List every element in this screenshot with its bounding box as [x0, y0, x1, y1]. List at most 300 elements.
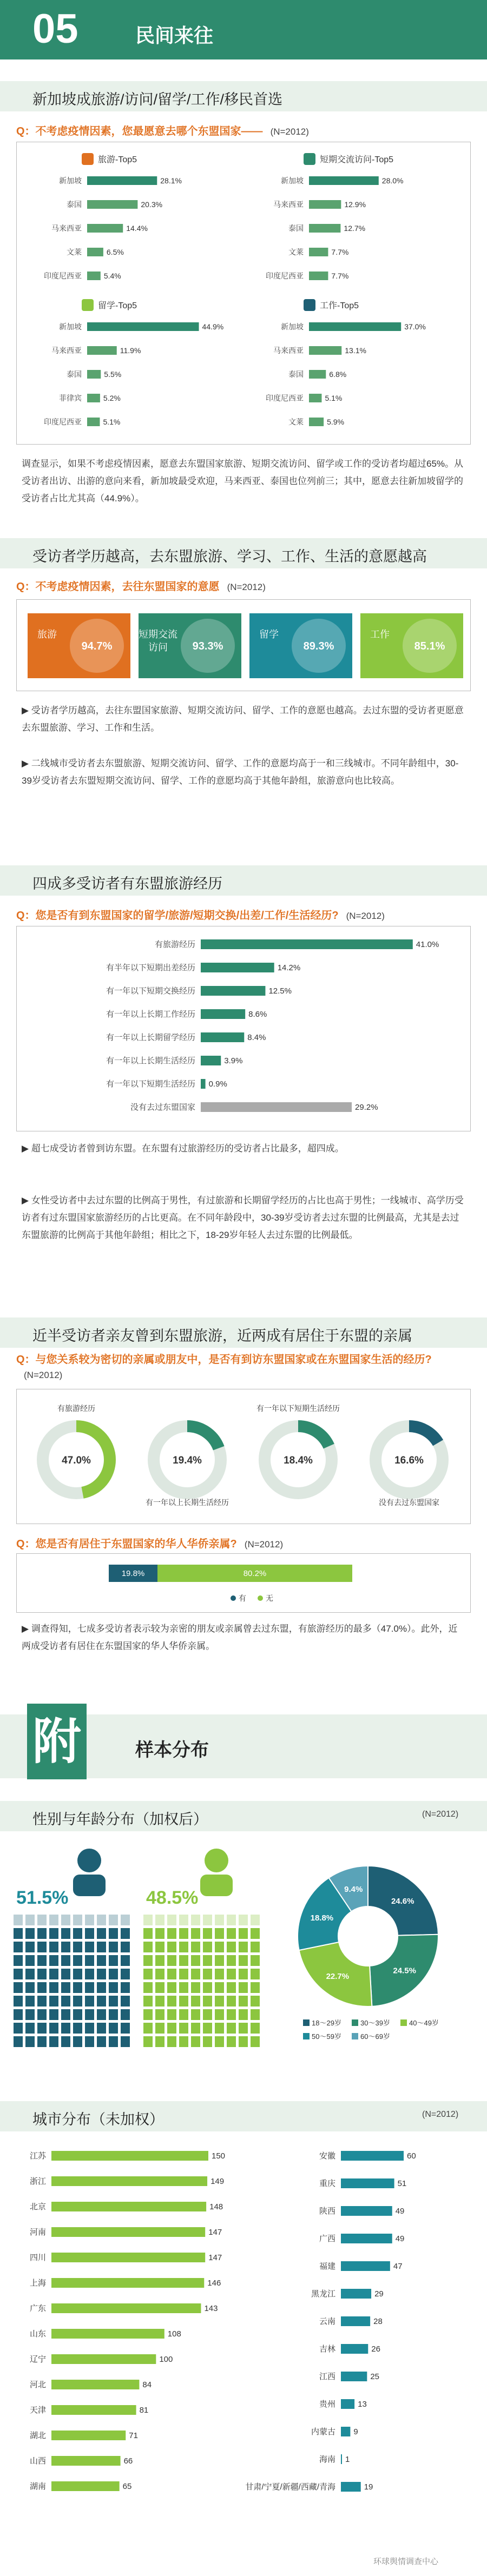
male-waffle-cell	[109, 1982, 118, 1993]
top5-value-label: 5.4%	[103, 271, 121, 280]
top5-bar	[87, 224, 123, 233]
female-waffle-cell	[203, 1955, 212, 1966]
female-waffle-cell	[155, 1955, 164, 1966]
city-bar	[341, 2206, 392, 2216]
city-label: 湖北	[29, 2431, 46, 2440]
female-waffle-cell	[239, 1942, 248, 1952]
female-waffle-cell	[239, 2036, 248, 2047]
male-waffle-cell	[14, 1996, 23, 2007]
female-waffle-cell	[215, 1982, 224, 1993]
male-waffle-cell	[109, 1942, 118, 1952]
female-waffle-cell	[179, 2036, 188, 2047]
male-waffle-cell	[37, 2009, 47, 2020]
male-waffle-cell	[85, 2036, 94, 2047]
city-value-label: 71	[129, 2431, 138, 2440]
gender-title-band	[0, 1801, 487, 1831]
donut-category-label: 有一年以上长期生活经历	[146, 1498, 229, 1507]
top5-value-label: 20.3%	[141, 200, 163, 209]
female-waffle-cell	[227, 1982, 236, 1993]
top5-value-label: 5.2%	[103, 394, 121, 402]
female-waffle-cell	[239, 1928, 248, 1939]
female-waffle-cell	[167, 2023, 176, 2034]
male-waffle-cell	[85, 1996, 94, 2007]
male-waffle-cell	[85, 2009, 94, 2020]
female-waffle-cell	[203, 1928, 212, 1939]
appendix-mark: 附	[27, 1704, 87, 1779]
male-waffle-cell	[14, 1915, 23, 1925]
experience-category-label: 有半年以下短期出差经历	[106, 963, 195, 972]
city-bar	[341, 2344, 368, 2354]
male-waffle-cell	[109, 1928, 118, 1939]
city-value-label: 26	[371, 2345, 380, 2354]
experience-value-label: 8.6%	[248, 1010, 267, 1019]
female-waffle-cell	[251, 1942, 260, 1952]
city-label: 天津	[29, 2406, 46, 2415]
top5-category-label: 文莱	[288, 418, 304, 426]
male-waffle-cell	[85, 1982, 94, 1993]
top5-value-label: 12.7%	[344, 224, 366, 233]
s3-title-band	[0, 865, 487, 896]
female-waffle-cell	[179, 1915, 188, 1925]
city-bar	[51, 2176, 207, 2186]
female-waffle-cell	[167, 1969, 176, 1979]
female-waffle-cell	[215, 1928, 224, 1939]
male-waffle-cell	[109, 1955, 118, 1966]
s2-chart-box	[16, 599, 471, 691]
female-waffle-cell	[167, 2036, 176, 2047]
female-waffle-cell	[179, 1942, 188, 1952]
city-bar	[51, 2151, 208, 2161]
city-bar	[51, 2354, 156, 2364]
s4-question-2: Q：您是否有居住于东盟国家的华人华侨亲属? (N=2012)	[16, 1538, 284, 1550]
s3-bullet-2: ▶ 女性受访者中去过东盟的比例高于男性，有过旅游和长期留学经历的占比也高于男性；一线城市、高学历受访者有过东盟国家旅游经历的占比更高。在不同年龄段中，30-39岁受访者去过东盟的比例最高，尤其是去过东盟旅游的比例高于其他年龄组；相比之下，18-29岁年轻人去过东盟的比例最低。	[22, 1195, 464, 1240]
female-waffle-cell	[179, 2023, 188, 2034]
top5-value-label: 11.9%	[120, 346, 141, 355]
top5-category-label: 印度尼西亚	[266, 271, 304, 280]
male-waffle-cell	[25, 1996, 35, 2007]
female-waffle-cell	[203, 1942, 212, 1952]
male-waffle-cell	[73, 1996, 82, 2007]
s1-paragraph: 调查显示，如果不考虑疫情因素，愿意去东盟国家旅游、短期交流访问、留学或工作的受访者均超过65%。从受访者出访、出游的意向来看，新加坡最受欢迎，马来西亚、泰国也位列前三；其中，愿意去往新加坡留学的受访者占比尤其高（44.9%）。	[22, 459, 464, 504]
female-waffle-cell	[143, 1955, 153, 1966]
s1-top5-charts	[17, 142, 471, 445]
experience-category-label: 有一年以下短期生活经历	[106, 1080, 195, 1089]
female-waffle-cell	[191, 2009, 200, 2020]
female-waffle-cell	[191, 1942, 200, 1952]
experience-value-label: 12.5%	[268, 986, 292, 996]
male-waffle-cell	[121, 2036, 130, 2047]
willingness-value-label: 89.3%	[303, 640, 334, 652]
male-waffle-cell	[25, 2036, 35, 2047]
city-bar	[51, 2202, 206, 2211]
s2-title-band	[0, 538, 487, 568]
female-waffle-cell	[179, 1996, 188, 2007]
male-waffle-cell	[97, 1928, 106, 1939]
female-waffle-cell	[155, 1915, 164, 1925]
male-waffle-cell	[97, 1915, 106, 1925]
top5-title-1: 短期交流访问-Top5	[320, 155, 394, 164]
female-waffle-cell	[179, 2009, 188, 2020]
male-waffle-cell	[85, 1969, 94, 1979]
city-bar	[341, 2482, 361, 2492]
city-bar	[341, 2427, 350, 2436]
top5-category-label: 文莱	[67, 248, 82, 256]
male-waffle-cell	[109, 2036, 118, 2047]
male-waffle-cell	[61, 1955, 70, 1966]
city-value-label: 19	[364, 2482, 373, 2492]
city-bar	[51, 2329, 164, 2339]
top5-value-label: 44.9%	[202, 322, 224, 331]
top5-bar	[87, 248, 103, 256]
male-waffle-cell	[61, 2036, 70, 2047]
female-waffle-cell	[203, 1996, 212, 2007]
top5-category-label: 泰国	[288, 370, 304, 379]
female-waffle-cell	[143, 1942, 153, 1952]
female-waffle-cell	[203, 2023, 212, 2034]
top5-value-label: 5.1%	[325, 394, 343, 402]
s1-title: 新加坡成旅游/访问/留学/工作/移民首选	[32, 91, 283, 108]
s4-paragraph: ▶ 调查得知，七成多受访者表示较为亲密的朋友或亲属曾去过东盟，有旅游经历的最多（47.0%）。此外，近两成受访者有居住在东盟国家的华人华侨亲属。	[22, 1624, 458, 1651]
top5-bar	[87, 176, 157, 185]
female-waffle-cell	[215, 1969, 224, 1979]
top5-category-label: 马来西亚	[51, 224, 82, 233]
female-waffle-cell	[203, 1915, 212, 1925]
city-bar	[51, 2278, 204, 2288]
top5-bar	[309, 176, 379, 185]
female-waffle-cell	[215, 1915, 224, 1925]
male-waffle-cell	[25, 2023, 35, 2034]
male-waffle-cell	[85, 1928, 94, 1939]
top5-bar	[309, 200, 341, 209]
male-waffle-cell	[61, 1996, 70, 2007]
female-waffle-cell	[155, 1982, 164, 1993]
male-waffle-cell	[37, 2023, 47, 2034]
pie-legend-swatch	[400, 2019, 407, 2026]
pie-value-label: 24.6%	[391, 1897, 414, 1906]
donut-value-label: 47.0%	[62, 1455, 91, 1466]
willingness-value-label: 93.3%	[192, 640, 223, 652]
city-value-label: 143	[204, 2304, 218, 2313]
female-waffle-cell	[143, 1982, 153, 1993]
legend-no-label: 无	[266, 1594, 273, 1602]
city-label: 山西	[29, 2456, 46, 2466]
male-waffle-cell	[121, 1996, 130, 2007]
city-label: 贵州	[319, 2400, 335, 2409]
experience-bar	[201, 963, 274, 972]
male-waffle-cell	[25, 2009, 35, 2020]
city-title: 城市分布（未加权）	[32, 2111, 164, 2128]
willingness-value-label: 85.1%	[414, 640, 445, 652]
city-label: 安徽	[319, 2151, 335, 2161]
city-bar	[341, 2234, 392, 2243]
top5-bar	[309, 394, 321, 402]
top5-bar	[87, 418, 100, 426]
s4-relative-bar	[17, 1554, 471, 1613]
female-waffle-cell	[167, 1996, 176, 2007]
top5-value-label: 5.1%	[103, 418, 121, 426]
female-waffle-cell	[215, 2009, 224, 2020]
top5-bar	[309, 346, 341, 355]
male-waffle-cell	[25, 1915, 35, 1925]
top5-category-label: 印度尼西亚	[44, 271, 82, 280]
pie-value-label: 24.5%	[393, 1966, 416, 1976]
pie-value-label: 22.7%	[326, 1971, 350, 1981]
female-waffle-cell	[227, 2023, 236, 2034]
city-bar	[51, 2481, 120, 2491]
pie-value-label: 9.4%	[344, 1884, 363, 1894]
city-bar	[341, 2289, 371, 2299]
s2-bullet-2: ▶ 二线城市受访者去东盟旅游、短期交流访问、留学、工作的意愿均高于一和三线城市。不同年龄组中，30-39岁受访者去东盟短期交流访问、留学、工作的意愿均高于其他年龄组，旅游意向也比较高。	[22, 758, 459, 786]
female-waffle-cell	[215, 1955, 224, 1966]
city-label: 广西	[319, 2234, 335, 2243]
top5-value-label: 7.7%	[331, 271, 349, 280]
donut-category-label: 没有去过东盟国家	[379, 1498, 439, 1507]
experience-category-label: 有一年以上长期工作经历	[106, 1010, 195, 1019]
city-label: 北京	[29, 2202, 46, 2211]
experience-value-label: 14.2%	[277, 963, 301, 972]
top5-icon-1	[304, 153, 315, 165]
experience-value-label: 29.2%	[355, 1103, 378, 1112]
female-waffle-cell	[239, 1969, 248, 1979]
section-title: 民间来往	[135, 24, 214, 47]
male-waffle-cell	[73, 2036, 82, 2047]
s4-donut-box	[16, 1389, 471, 1524]
city-value-label: 150	[212, 2151, 226, 2161]
willingness-category-label: 短期交流	[139, 629, 177, 640]
male-waffle-cell	[61, 1928, 70, 1939]
city-label: 福建	[319, 2262, 335, 2271]
city-value-label: 49	[395, 2234, 405, 2243]
top5-value-label: 28.0%	[381, 176, 404, 185]
male-waffle-cell	[49, 1915, 58, 1925]
city-value-label: 147	[208, 2228, 222, 2237]
male-waffle-cell	[109, 2023, 118, 2034]
female-waffle-cell	[191, 2036, 200, 2047]
top5-title-3: 工作-Top5	[320, 301, 359, 310]
pie-legend-swatch	[303, 2019, 310, 2026]
donut-value-label: 18.4%	[284, 1455, 313, 1466]
top5-value-label: 7.7%	[331, 248, 349, 256]
female-waffle-cell	[191, 1955, 200, 1966]
city-value-label: 108	[167, 2329, 181, 2339]
female-waffle-cell	[251, 1928, 260, 1939]
experience-bar	[201, 1056, 221, 1065]
pie-legend-label: 40～49岁	[409, 2019, 439, 2027]
male-waffle-cell	[97, 1955, 106, 1966]
female-waffle-cell	[143, 2023, 153, 2034]
city-bar	[341, 2261, 390, 2271]
top5-category-label: 新加坡	[59, 322, 82, 331]
male-percent: 51.5%	[16, 1888, 69, 1908]
gender-n: (N=2012)	[422, 1810, 459, 1819]
male-waffle-cell	[85, 2023, 94, 2034]
experience-value-label: 8.4%	[247, 1033, 266, 1042]
city-distribution-chart	[0, 2139, 487, 2561]
top5-category-label: 泰国	[288, 224, 304, 233]
experience-value-label: 0.9%	[208, 1080, 227, 1089]
city-value-label: 47	[393, 2262, 403, 2271]
male-waffle-cell	[85, 1942, 94, 1952]
experience-bar	[201, 1079, 206, 1089]
male-waffle-cell	[14, 1928, 23, 1939]
city-label: 云南	[319, 2317, 335, 2326]
city-value-label: 65	[122, 2482, 132, 2491]
male-waffle-cell	[97, 1969, 106, 1979]
city-bar	[341, 2372, 367, 2381]
experience-bar	[201, 986, 265, 996]
top5-value-label: 6.8%	[329, 370, 347, 379]
female-body-icon	[200, 1875, 233, 1896]
male-waffle-cell	[121, 1915, 130, 1925]
male-waffle-cell	[14, 1969, 23, 1979]
city-label: 内蒙古	[311, 2427, 335, 2436]
female-waffle-cell	[227, 1928, 236, 1939]
male-waffle-cell	[97, 2023, 106, 2034]
city-label: 浙江	[29, 2177, 46, 2186]
top5-category-label: 泰国	[67, 370, 82, 379]
female-waffle-cell	[203, 2009, 212, 2020]
female-waffle-cell	[167, 1928, 176, 1939]
female-waffle-cell	[203, 1969, 212, 1979]
male-waffle-cell	[14, 2009, 23, 2020]
male-waffle-cell	[49, 1942, 58, 1952]
female-waffle-cell	[143, 1928, 153, 1939]
male-waffle-cell	[49, 2009, 58, 2020]
female-head-icon	[205, 1849, 228, 1872]
city-value-label: 146	[207, 2279, 221, 2288]
female-waffle-cell	[227, 1969, 236, 1979]
male-waffle-cell	[121, 1955, 130, 1966]
top5-value-label: 37.0%	[404, 322, 426, 331]
city-bar	[341, 2399, 354, 2409]
s2-bullet-1: ▶ 受访者学历越高，去往东盟国家旅游、短期交流访问、留学、工作的意愿也越高。去过东盟的受访者更愿意去东盟旅游、学习、工作和生活。	[22, 705, 464, 733]
city-bar	[51, 2303, 201, 2313]
male-waffle-cell	[37, 1928, 47, 1939]
city-value-label: 13	[358, 2400, 367, 2409]
female-waffle-cell	[143, 1969, 153, 1979]
experience-bar	[201, 1009, 245, 1019]
donut-category-label: 有旅游经历	[57, 1404, 95, 1413]
female-waffle-cell	[143, 2036, 153, 2047]
city-label: 甘肃/宁夏/新疆/西藏/青海	[245, 2482, 335, 2492]
city-value-label: 1	[345, 2455, 350, 2464]
city-value-label: 9	[353, 2427, 358, 2436]
top5-bar	[87, 200, 137, 209]
male-waffle-cell	[97, 1942, 106, 1952]
experience-category-label: 有一年以下短期交换经历	[106, 986, 195, 996]
s2-title: 受访者学历越高，去东盟旅游、学习、工作、生活的意愿越高	[32, 548, 427, 565]
female-waffle-cell	[191, 2023, 200, 2034]
female-waffle-cell	[227, 2009, 236, 2020]
female-waffle-cell	[179, 1982, 188, 1993]
male-waffle-cell	[109, 1915, 118, 1925]
male-waffle-cell	[37, 1955, 47, 1966]
male-waffle-cell	[73, 1928, 82, 1939]
male-waffle-cell	[14, 1982, 23, 1993]
female-waffle-cell	[155, 2023, 164, 2034]
top5-category-label: 菲律宾	[59, 394, 82, 402]
female-waffle-cell	[167, 1942, 176, 1952]
legend-no-dot	[258, 1595, 263, 1601]
female-waffle-cell	[239, 1982, 248, 1993]
s1-title-band	[0, 81, 487, 111]
experience-value-label: 41.0%	[416, 940, 439, 949]
female-waffle-cell	[155, 1928, 164, 1939]
city-value-label: 28	[373, 2317, 383, 2326]
top5-bar	[309, 248, 328, 256]
female-waffle-cell	[155, 2009, 164, 2020]
female-waffle-cell	[143, 2009, 153, 2020]
top5-category-label: 印度尼西亚	[266, 394, 304, 402]
female-waffle-cell	[191, 1915, 200, 1925]
s4-title-band	[0, 1317, 487, 1348]
section-header	[0, 0, 487, 59]
female-waffle-cell	[215, 2023, 224, 2034]
experience-category-label: 有一年以上长期留学经历	[106, 1033, 195, 1042]
experience-bar	[201, 939, 413, 949]
male-waffle-cell	[61, 1942, 70, 1952]
male-waffle-cell	[37, 1942, 47, 1952]
s1-chart-box	[16, 142, 471, 445]
male-waffle-cell	[61, 1915, 70, 1925]
relative-yes-value: 19.8%	[121, 1569, 145, 1578]
s3-title: 四成多受访者有东盟旅游经历	[32, 876, 222, 892]
top5-category-label: 新加坡	[59, 176, 82, 185]
female-waffle-cell	[167, 1915, 176, 1925]
appendix-title: 样本分布	[135, 1740, 209, 1760]
city-bar	[51, 2227, 205, 2237]
s4-question: Q：与您关系较为密切的亲属或朋友中，是否有到访东盟国家或在东盟国家生活的经历?(N=2012)	[16, 1354, 432, 1380]
male-waffle-cell	[109, 2009, 118, 2020]
male-waffle-cell	[49, 1996, 58, 2007]
male-waffle-cell	[25, 1982, 35, 1993]
city-value-label: 49	[395, 2207, 405, 2216]
city-n: (N=2012)	[422, 2110, 459, 2119]
city-value-label: 148	[209, 2202, 223, 2211]
city-label: 黑龙江	[311, 2289, 335, 2299]
top5-icon-0	[82, 153, 94, 165]
top5-title-2: 留学-Top5	[98, 301, 137, 310]
city-bar	[51, 2253, 205, 2262]
male-waffle-cell	[49, 1955, 58, 1966]
city-label: 四川	[29, 2253, 46, 2262]
donut-category-label: 有一年以下短期生活经历	[256, 1404, 340, 1413]
female-waffle-cell	[251, 2023, 260, 2034]
top5-value-label: 13.1%	[345, 346, 366, 355]
city-label: 重庆	[319, 2179, 335, 2188]
pie-legend-swatch	[352, 2019, 358, 2026]
female-waffle-cell	[239, 1915, 248, 1925]
male-waffle-cell	[85, 1955, 94, 1966]
s3-question: Q：您是否有到东盟国家的留学/旅游/短期交换/出差/工作/生活经历? (N=2012)	[16, 910, 385, 922]
male-waffle-cell	[14, 1955, 23, 1966]
top5-category-label: 新加坡	[281, 322, 304, 331]
female-waffle-cell	[143, 1915, 153, 1925]
city-value-label: 84	[142, 2380, 152, 2389]
male-waffle-cell	[61, 2009, 70, 2020]
city-label: 河北	[29, 2380, 46, 2389]
experience-category-label: 有一年以上长期生活经历	[106, 1056, 195, 1065]
female-waffle-cell	[215, 2036, 224, 2047]
willingness-category-label: 工作	[370, 629, 390, 640]
male-waffle-cell	[37, 1969, 47, 1979]
s3-bullet-1: ▶ 超七成受访者曾到访东盟。在东盟有过旅游经历的受访者占比最多，超四成。	[22, 1143, 344, 1154]
female-waffle-cell	[251, 1969, 260, 1979]
top5-category-label: 新加坡	[281, 176, 304, 185]
donut-value-label: 16.6%	[394, 1455, 424, 1466]
city-value-label: 51	[397, 2179, 407, 2188]
willingness-category-label: 留学	[259, 629, 279, 640]
